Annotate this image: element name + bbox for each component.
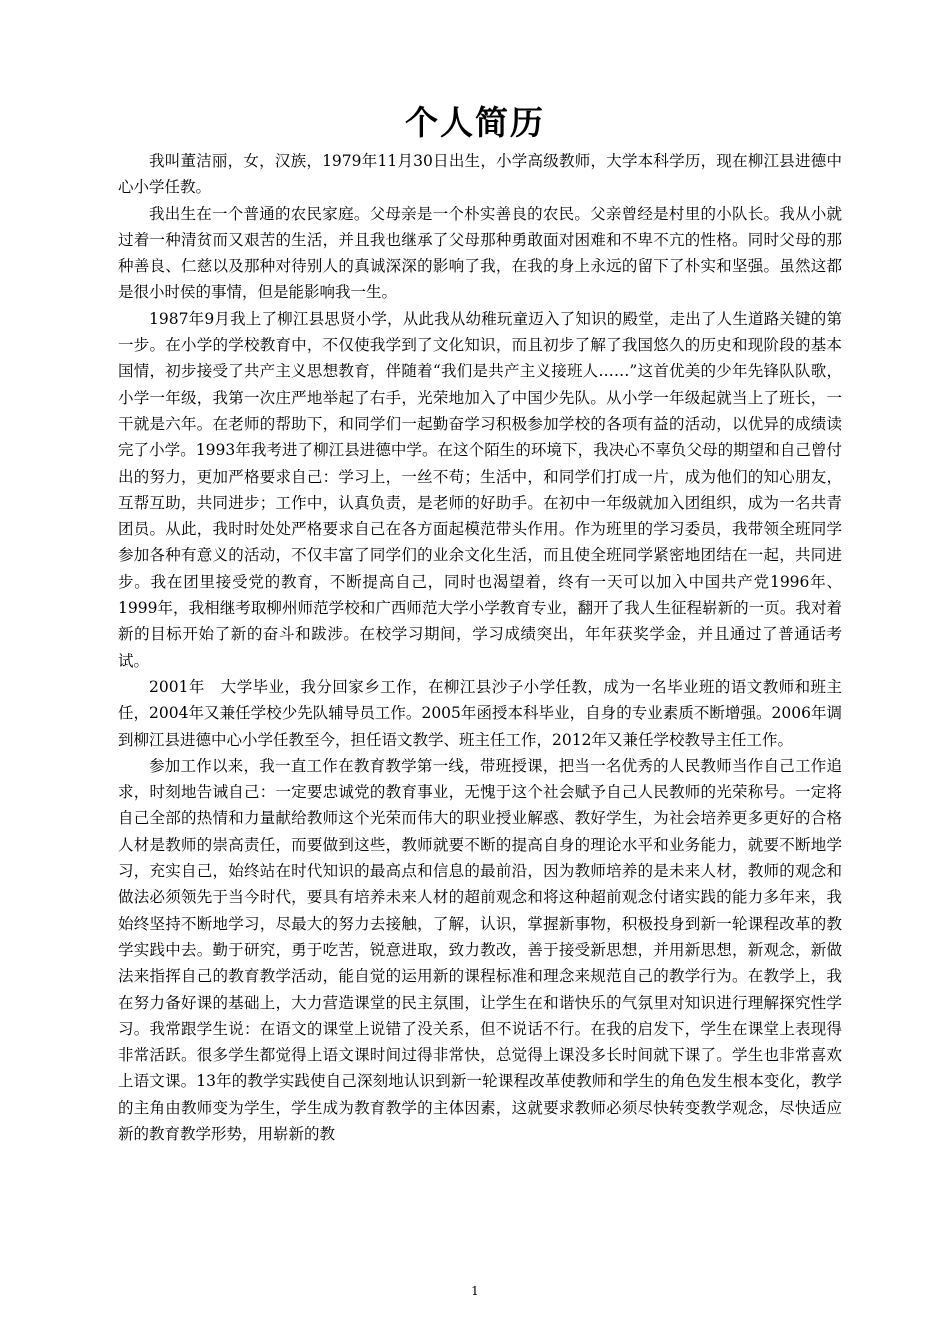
page-title: 个人简历 [405,103,545,142]
page-number: 1 [471,1284,479,1298]
paragraph-education: 1987年9月我上了柳江县思贤小学，从此我从幼稚玩童迈入了知识的殿堂，走出了人生道路关键的第一步。在小学的学校教育中，不仅使我学到了文化知识，而且初步了解了我国悠久的历史和现阶段的基本国情，初步接受了共产主义思想教育，伴随着“我们是共产主义接班人……”这首优美的少年先锋队队歌，小学一年级，我第一次庄严地举起了右手，光荣地加入了中国少先队。从小学一年级起就当上了班长，一干就是六年。在老师的帮助下，和同学们一起勤奋学习积极参加学校的各项有益的活动，以优异的成绩读完了小学。1993年我考进了柳江县进德中学。在这个陌生的环境下，我决心不辜负父母的期望和自己曾付出的努力，更加严格要求自己：学习上，一丝不苟；生活中，和同学们打成一片，成为他们的知心朋友，互帮互助，共同进步；工作中，认真负责，是老师的好助手。在初中一年级就加入团组织，成为一名共青团员。从此，我时时处处严格要求自己在各方面起模范带头作用。作为班里的学习委员，我带领全班同学参加各种有意义的活动，不仅丰富了同学们的业余文化生活，而且使全班同学紧密地团结在一起，共同进步。我在团里接受党的教育，不断提高自己，同时也渴望着，终有一天可以加入中国共产党1996年、1999年，我相继考取柳州师范学校和广西师范大学小学教育专业，翻开了我人生征程崭新的一页。我对着新的目标开始了新的奋斗和跋涉。在校学习期间，学习成绩突出，年年获奖学金，并且通过了普通话考试。 [118,309,842,670]
paragraph-teaching: 参加工作以来，我一直工作在教育教学第一线，带班授课，把当一名优秀的人民教师当作自己工作追求，时刻地告诫自己：一定要忠诚党的教育事业，无愧于这个社会赋予自己人民教师的光荣称号。一定将自己全部的热情和力量献给教师这个光荣而伟大的职业授业解惑、教好学生，为社会培养更多更好的合格人材是教师的崇高责任，而要做到这些，教师就要不断的提高自身的理论水平和业务能力，就要不断地学习，充实自己，始终站在时代知识的最高点和信息的最前沿，因为教师培养的是未来人材，教师的观念和做法必须领先于当今时代，要具有培养未来人材的超前观念和将这种超前观念付诸实践的能力多年来，我始终坚持不断地学习，尽最大的努力去接触，了解，认识，掌握新事物，积极投身到新一轮课程改革的教学实践中去。勤于研究，勇于吃苦，锐意进取，致力教改，善于接受新思想，并用新思想，新观念，新做法来指挥自己的教育教学活动，能自觉的运用新的课程标准和理念来规范自己的教学行为。在教学上，我在努力备好课的基础上，大力营造课堂的民主氛围，让学生在和谐快乐的气氛里对知识进行理解探究性学习。我常跟学生说：在语文的课堂上说错了没关系，但不说话不行。在我的启发下，学生在课堂上表现得非常活跃。很多学生都觉得上语文课时间过得非常快，总觉得上课没多长时间就下课了。学生也非常喜欢上语文课。13年的教学实践使自己深刻地认识到新一轮课程改革使教师和学生的角色发生根本变化，教学的主角由教师变为学生，学生成为教育教学的主体因素，这就要求教师必须尽快转变教学观念，尽快适应新的教育教学形势，用崭新的教 [118,756,842,1143]
paragraph-family: 我出生在一个普通的农民家庭。父母亲是一个朴实善良的农民。父亲曾经是村里的小队长。我从小就过着一种清贫而又艰苦的生活，并且我也继承了父母那种勇敢面对困难和不卑不亢的性格。同时父母的那种善良、仁慈以及那种对待别人的真诚深深的影响了我，在我的身上永远的留下了朴实和坚强。虽然这都是很小时侯的事情，但是能影响我一生。 [118,204,842,302]
paragraph-intro: 我叫董洁丽，女，汉族，1979年11月30日出生，小学高级教师，大学本科学历，现在柳江县进德中心小学任教。 [118,152,842,197]
resume-body [118,148,842,1147]
paragraph-career: 2001年 大学毕业，我分回家乡工作，在柳江县沙子小学任教，成为一名毕业班的语文教师和班主任，2004年又兼任学校少先队辅导员工作。2005年函授本科毕业，自身的专业素质不断增强。2006年调到柳江县进德中心小学任教至今，担任语文教学、班主任工作，2012年又兼任学校教导主任工作。 [118,677,842,749]
